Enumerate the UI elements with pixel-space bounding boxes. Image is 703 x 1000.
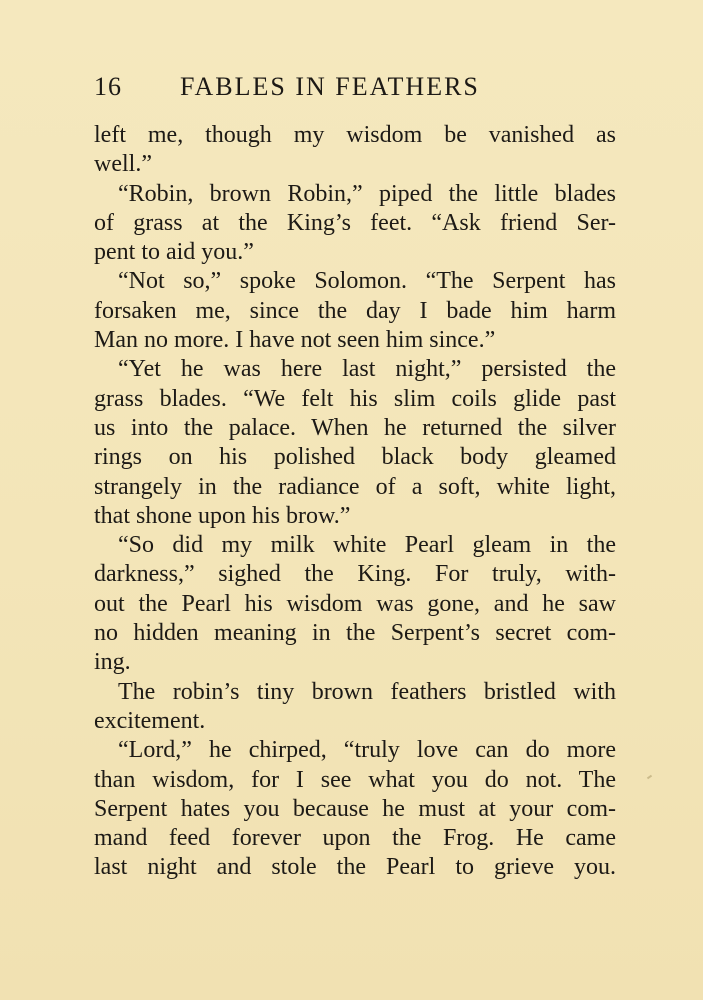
text-line-15: “So did my milk white Pearl gleam in the	[118, 532, 616, 559]
text-line-4: of grass at the King’s feet. “Ask friend Ser-	[94, 209, 616, 236]
text-line-24: Serpent hates you because he must at your com-	[94, 795, 616, 822]
text-line-23: than wisdom, for I see what you do not. The	[94, 766, 616, 793]
text-line-2: well.”	[94, 151, 152, 178]
text-line-3: “Robin, brown Robin,” piped the little blades	[118, 180, 616, 207]
text-line-5: pent to aid you.”	[94, 239, 254, 266]
page-number: 16	[94, 72, 122, 101]
text-line-17: out the Pearl his wisdom was gone, and he saw	[94, 590, 616, 617]
body-text	[94, 121, 616, 883]
text-line-10: grass blades. “We felt his slim coils glide past	[94, 385, 616, 412]
page-header	[94, 72, 614, 112]
text-line-12: rings on his polished black body gleamed	[94, 444, 616, 471]
text-line-18: no hidden meaning in the Serpent’s secret com-	[94, 620, 616, 647]
text-line-22: “Lord,” he chirped, “truly love can do more	[118, 737, 616, 764]
text-line-8: Man no more. I have not seen him since.”	[94, 327, 496, 354]
paper-speck	[647, 775, 652, 780]
text-line-21: excitement.	[94, 707, 206, 734]
text-line-13: strangely in the radiance of a soft, white light,	[94, 473, 616, 500]
text-line-25: mand feed forever upon the Frog. He came	[94, 825, 616, 852]
text-line-9: “Yet he was here last night,” persisted the	[118, 356, 616, 383]
text-line-11: us into the palace. When he returned the silver	[94, 414, 616, 441]
text-line-16: darkness,” sighed the King. For truly, with-	[94, 561, 616, 588]
running-title: FABLES IN FEATHERS	[180, 72, 480, 101]
text-line-7: forsaken me, since the day I bade him harm	[94, 297, 616, 324]
text-line-1: left me, though my wisdom be vanished as	[94, 122, 616, 148]
text-line-26: last night and stole the Pearl to grieve you.	[94, 854, 616, 881]
text-line-19: ing.	[94, 649, 131, 676]
text-line-14: that shone upon his brow.”	[94, 502, 351, 529]
text-line-20: The robin’s tiny brown feathers bristled with	[118, 678, 616, 705]
text-line-6: “Not so,” spoke Solomon. “The Serpent has	[118, 268, 616, 295]
